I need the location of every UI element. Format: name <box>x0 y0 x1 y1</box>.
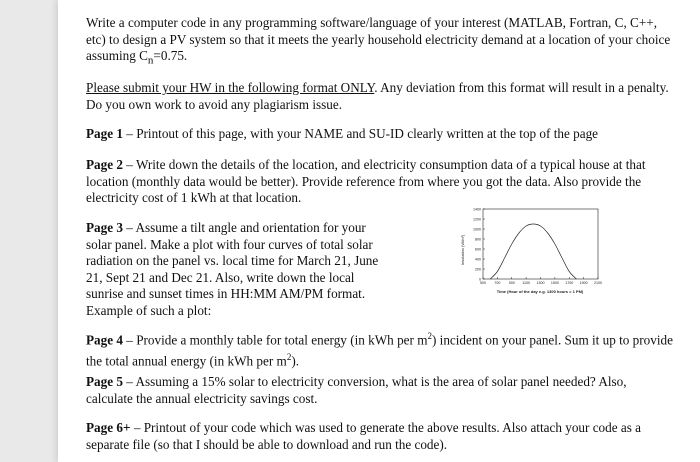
page5-paragraph <box>86 374 676 407</box>
chart-y-tick-label: 200 <box>475 267 481 272</box>
intro-paragraph <box>86 15 676 69</box>
chart-x-tick-label: 1900 <box>579 281 588 285</box>
submit-underlined: Please submit your HW in the following format ONLY <box>86 80 375 95</box>
page4-sup-a: 2 <box>427 331 432 341</box>
chart-x-label: Time (Hour of the day e.g. 1300 hours = 1 PM) <box>496 289 584 294</box>
chart-y-tick-label: 1400 <box>473 207 481 212</box>
chart-y-tick-label: 0 <box>479 277 481 282</box>
chart-plot-frame <box>483 209 598 279</box>
chart-x-tick-label: 700 <box>494 281 501 285</box>
chart-x-tick-label: 1500 <box>550 281 559 285</box>
chart-y-tick-label: 600 <box>475 247 481 252</box>
page4-text-c: ). <box>291 353 300 369</box>
chart-x-ticks <box>480 277 602 285</box>
submit-paragraph <box>86 80 676 113</box>
chart-x-tick-label: 1100 <box>522 281 530 285</box>
intro-subscript: n <box>147 54 154 67</box>
page6-paragraph <box>86 420 676 453</box>
insolation-chart <box>453 205 603 300</box>
chart-x-tick-label: 900 <box>508 281 515 285</box>
page1-label: Page 1 <box>86 126 123 141</box>
page3-paragraph <box>86 220 391 319</box>
intro-text: Write a computer code in any programming software/language of your interest (MATLAB, Fortran, C, C++, etc) to design a PV system so that it meets the yearly household electricity demand at a location of your choice assuming C <box>86 15 671 63</box>
chart-y-tick-label: 1200 <box>473 217 481 222</box>
page5-label: Page 5 <box>86 374 123 389</box>
chart-series-line <box>490 224 576 279</box>
page2-paragraph <box>86 157 676 207</box>
page6-label: Page 6+ <box>86 420 131 435</box>
page1-paragraph <box>86 126 676 143</box>
chart-x-tick-label: 500 <box>480 281 486 285</box>
submit-rest: . Any deviation from this format will result in a penalty. Do you own work to avoid any plagiarism issue. <box>86 80 669 112</box>
page1-text: – Printout of this page, with your NAME and SU-ID clearly written at the top of the page <box>123 126 599 141</box>
page4-paragraph <box>86 328 676 370</box>
page4-label: Page 4 <box>86 332 123 348</box>
chart-x-tick-label: 1300 <box>536 281 545 285</box>
document-page <box>58 0 700 462</box>
page4-sup-b: 2 <box>286 351 292 362</box>
chart-y-tick-label: 1000 <box>473 227 481 232</box>
page2-label: Page 2 <box>86 157 123 172</box>
chart-x-tick-label: 2100 <box>594 281 602 285</box>
page3-label: Page 3 <box>86 220 123 235</box>
page5-text: – Assuming a 15% solar to electricity conversion, what is the area of solar panel needed? Also, calculate the annual electricity savings cost. <box>86 374 627 406</box>
page6-text: – Printout of your code which was used to generate the above results. Also attach your code as a separate file (so that I should be able to download and run the code). <box>86 420 642 452</box>
page3-text: – Assume a tilt angle and orientation for your solar panel. Make a plot with four curves of total solar radiation on the panel vs. local time for March 21, June 21, Sept 21 and Dec 21. Also, write down the local sunrise and sunset times in HH:MM AM/PM format. Example of such a plot: <box>86 220 379 318</box>
intro-tail: =0.75. <box>153 48 188 63</box>
chart-y-tick-label: 400 <box>475 257 481 262</box>
page4-text-b: ) incident on your panel. Sum it up to provide the total annual energy (in kWh per m <box>86 332 673 369</box>
page4-text-a: – Provide a monthly table for total energy (in kWh per m <box>123 332 428 348</box>
chart-x-tick-label: 1700 <box>565 281 574 285</box>
page2-text: – Write down the details of the location, and electricity consumption data of a typical house at that location (monthly data would be better). Provide reference from where you got the data. Also provide the electricity cost of 1 kWh at that location. <box>86 157 646 205</box>
chart-y-tick-label: 800 <box>475 237 481 242</box>
chart-y-label: Insolation (W/m²) <box>460 234 465 266</box>
